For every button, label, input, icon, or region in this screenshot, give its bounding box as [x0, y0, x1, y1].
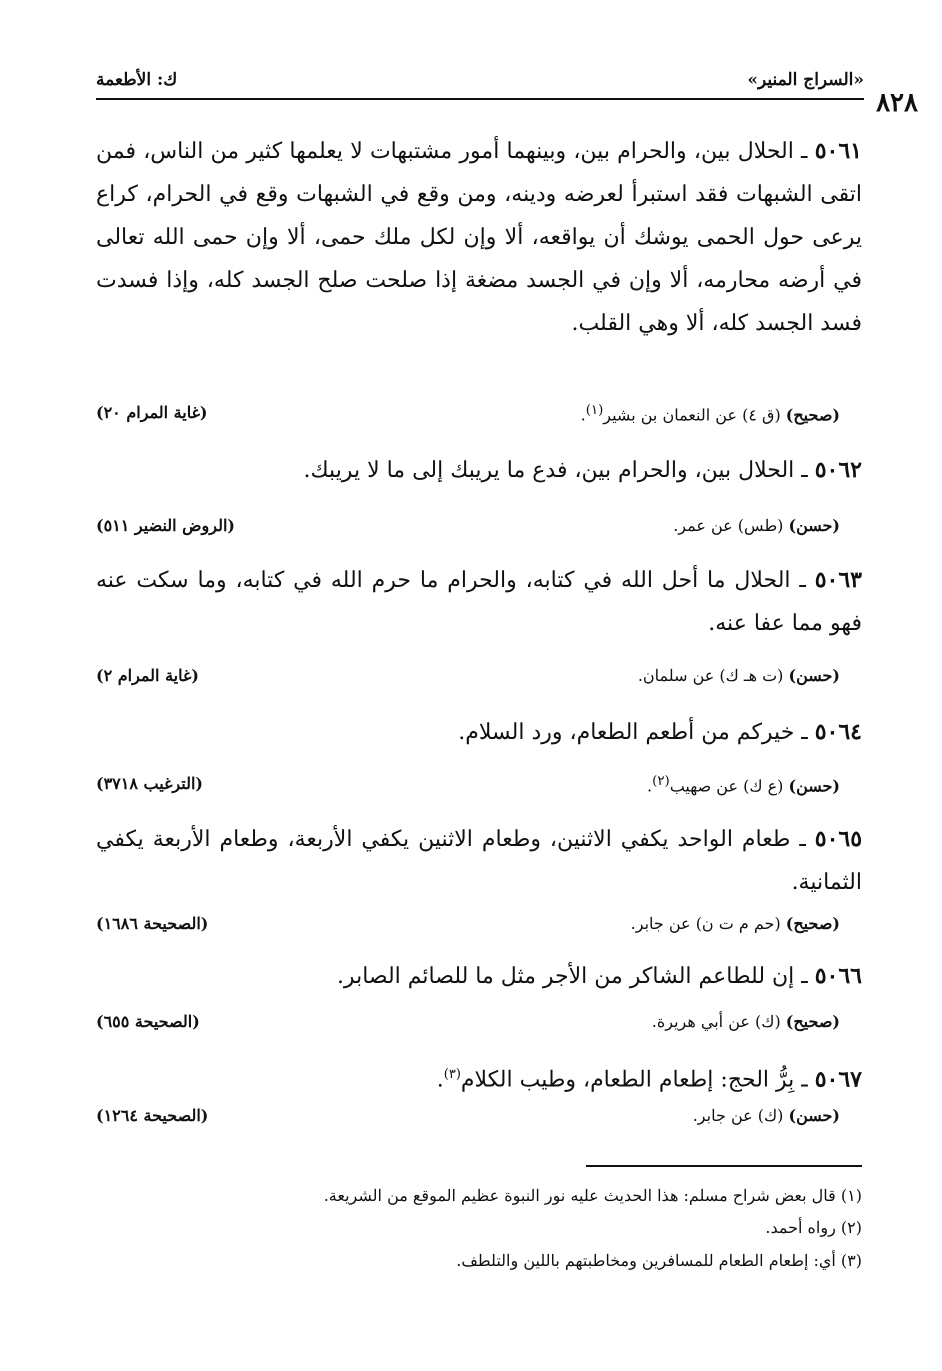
hadith-grade: (صحيح): [785, 1012, 840, 1031]
hadith-number: ٥٠٦٥: [814, 826, 863, 852]
hadith-entry: ٥٠٦٦ ـ إن للطاعم الشاكر من الأجر مثل ما للصائم الصابر.: [336, 963, 862, 989]
hadith-text: خيركم من أطعم الطعام، ورد السلام.: [458, 720, 795, 745]
hadith-number: ٥٠٦٧: [814, 1066, 862, 1093]
hadith-ref: (حم م ت ن) عن جابر.: [630, 914, 781, 933]
hadith-book-ref: (الترغيب ٣٧١٨): [96, 774, 203, 793]
hadith-entry: ٥٠٦٢ ـ الحلال بين، والحرام بين، فدع ما يريبك إلى ما لا يريبك.: [303, 457, 862, 483]
hadith-source: (صحيح) (ق ٤) عن النعمان بن بشير$^{(١)}$. (غاية المرام ٢٠): [96, 403, 840, 425]
hadith-entry: ٥٠٦٤ ـ خيركم من أطعم الطعام، ورد السلام.: [458, 719, 862, 745]
hadith-text: إن للطاعم الشاكر من الأجر مثل ما للصائم الصابر.: [336, 964, 795, 989]
header-divider: [96, 98, 864, 100]
hadith-text: طعام الواحد يكفي الاثنين، وطعام الاثنين يكفي الأربعة، وطعام الأربعة يكفي الثمانية.: [96, 827, 862, 895]
footnote-item: (٣) أي: إطعام الطعام للمسافرين ومخاطبتهم باللين والتلطف.: [456, 1251, 862, 1270]
running-header-section: ك: الأطعمة: [96, 70, 178, 90]
hadith-source: [96, 1012, 862, 1038]
hadith-ref: (ع ك) عن صهيب: [669, 776, 784, 796]
hadith-number: ٥٠٦٤: [814, 719, 862, 745]
footnote-item: (١) قال بعض شراح مسلم: هذا الحديث عليه نور النبوة عظيم الموقع من الشريعة.: [323, 1186, 862, 1205]
hadith-entry: ٥٠٦٣ ـ الحلال ما أحل الله في كتابه، والحرام ما حرم الله في كتابه، وما سكت عنه فهو مما عفا عنه.: [96, 567, 862, 636]
hadith-book-ref: (الروض النضير ٥١١): [96, 516, 235, 535]
hadith-grade: (حسن): [788, 1106, 840, 1125]
hadith-number: ٥٠٦٣: [814, 567, 862, 593]
hadith-book-ref: (غاية المرام ٢): [96, 666, 199, 685]
hadith-book-ref: (غاية المرام ٢٠): [96, 403, 208, 422]
hadith-grade: (صحيح): [785, 914, 840, 933]
hadith-source: (حسن) (ع ك) عن صهيب$^{(٢)}$. (الترغيب ٣٧١٨): [96, 774, 840, 796]
hadith-number: ٥٠٦١: [814, 138, 862, 164]
footnote-item: (٢) رواه أحمد.: [765, 1218, 862, 1237]
hadith-source: [96, 516, 862, 542]
hadith-book-ref: (الصحيحة ٦٥٥): [96, 1012, 200, 1031]
hadith-entry: ٥٠٦٧ ـ بِرُّ الحج: إطعام الطعام، وطيب الكلام$^{(٣)}$.: [436, 1066, 862, 1093]
hadith-ref: (طس) عن عمر.: [673, 516, 784, 535]
hadith-number: ٥٠٦٢: [814, 457, 862, 483]
hadith-number: ٥٠٦٦: [814, 963, 862, 989]
hadith-text: الحلال بين، والحرام بين، وبينهما أمور مشتبهات لا يعلمها كثير من الناس، فمن اتقى الشبهات فقد استبرأ لعرضه ودينه، ومن وقع في الشبهات وقع في الحرام، كراع يرعى حول الحمى يوشك أن يواقعه، ألا وإن لكل ملك حمى، ألا وإن حمى الله تعالى في أرضه محارمه، ألا وإن في الجسد مضغة إذا صلحت صلح الجسد كله، وإذا فسدت فسد الجسد كله، ألا وهي القلب.: [96, 139, 862, 336]
footnote-marker: (٢): [652, 774, 670, 789]
hadith-ref: (ق ٤) عن النعمان بن بشير: [603, 405, 781, 425]
hadith-ref: (ك) عن جابر.: [692, 1106, 784, 1125]
hadith-entry: ٥٠٦٥ ـ طعام الواحد يكفي الاثنين، وطعام الاثنين يكفي الأربعة، وطعام الأربعة يكفي الثمانية.: [96, 826, 863, 895]
hadith-book-ref: (الصحيحة ١٢٦٤): [96, 1106, 209, 1125]
hadith-source: [96, 914, 862, 940]
hadith-grade: (حسن): [788, 776, 840, 796]
hadith-ref: (ك) عن أبي هريرة.: [651, 1012, 781, 1031]
footnote-marker: (٣): [443, 1067, 461, 1082]
hadith-text: بِرُّ الحج: إطعام الطعام، وطيب الكلام: [460, 1067, 795, 1093]
footnote-marker: (١): [585, 403, 604, 418]
hadith-grade: (حسن): [788, 666, 840, 685]
hadith-text: الحلال بين، والحرام بين، فدع ما يريبك إلى ما لا يريبك.: [303, 458, 795, 483]
hadith-grade: (حسن): [788, 516, 840, 535]
hadith-grade: (صحيح): [785, 405, 840, 425]
hadith-source: [96, 666, 862, 692]
hadith-entry: ٥٠٦١ ـ الحلال بين، والحرام بين، وبينهما أمور مشتبهات لا يعلمها كثير من الناس، فمن اتقى الشبهات فقد استبرأ لعرضه ودينه، ومن وقع في الشبهات وقع في الحرام، كراع يرعى حول الحمى يوشك أن يواقعه، ألا وإن لكل ملك حمى، ألا وإن حمى الله تعالى في أرضه محارمه، ألا وإن في الجسد مضغة إذا صلحت صلح الجسد كله، وإذا فسدت فسد الجسد كله، ألا وهي القلب.: [96, 138, 862, 336]
hadith-source: [96, 1106, 862, 1132]
hadith-book-ref: (الصحيحة ١٦٨٦): [96, 914, 209, 933]
page-number: ٨٢٨: [876, 88, 918, 118]
hadith-ref: (ت هـ ك) عن سلمان.: [637, 666, 784, 685]
running-header-book: «السراج المنير»: [747, 70, 864, 90]
hadith-text: الحلال ما أحل الله في كتابه، والحرام ما حرم الله في كتابه، وما سكت عنه فهو مما عفا عنه.: [96, 568, 862, 636]
footnote-divider: [586, 1165, 862, 1167]
